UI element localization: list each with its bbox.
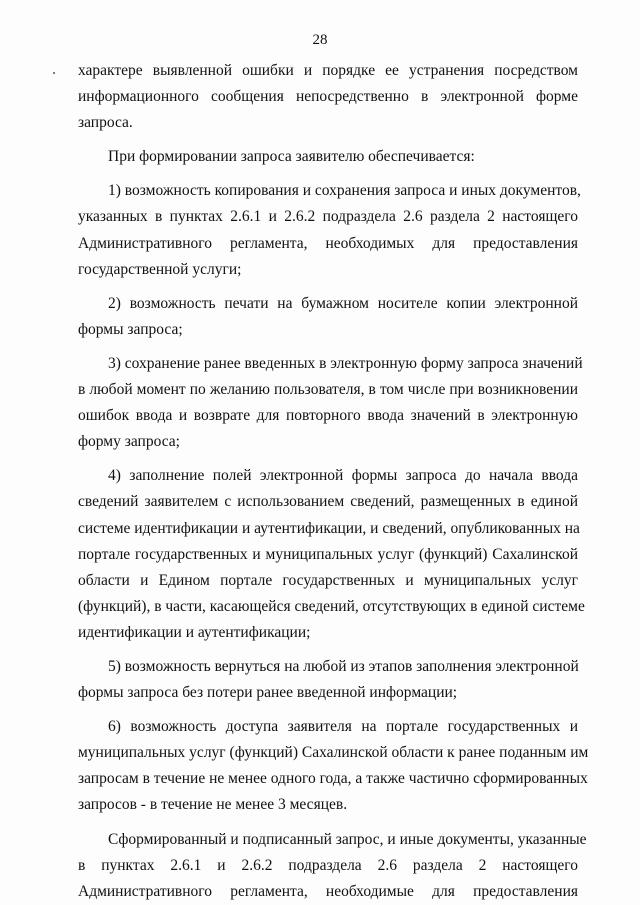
list-item <box>78 178 581 282</box>
paragraph <box>78 144 578 170</box>
body-text <box>78 58 589 905</box>
text-line: в любой момент по желанию пользователя, в том числе при возникновении <box>78 381 578 399</box>
text-line: запросам в течение не менее одного года, а также частично сформированных <box>78 770 588 788</box>
text-line: Сформированный и подписанный запрос, и иные документы, указанные <box>108 830 587 848</box>
page-number: 28 <box>312 32 328 48</box>
paragraph <box>78 827 587 905</box>
text-line: 4) заполнение полей электронной формы запроса до начала ввода <box>108 467 578 485</box>
text-line: муниципальных услуг (функций) Сахалинской области к ранее поданным им <box>78 744 589 762</box>
list-item <box>78 463 585 646</box>
text-line: информационного сообщения непосредственно в электронной форме <box>78 88 578 106</box>
text-line: При формировании запроса заявителю обеспечивается: <box>108 148 475 166</box>
text-line: характере выявленной ошибки и порядке ее устранения посредством <box>78 62 578 79</box>
list-item <box>78 654 578 706</box>
text-line: государственной услуги; <box>78 260 242 278</box>
text-line: Административного регламента, необходимых для предоставления <box>78 234 578 252</box>
text-line: формы запроса без потери ранее введенной информации; <box>78 684 458 702</box>
text-line: области и Едином портале государственных и муниципальных услуг <box>78 571 578 589</box>
text-line: системе идентификации и аутентификации, и сведений, опубликованных на <box>78 519 580 537</box>
text-line: в пунктах 2.6.1 и 2.6.2 подраздела 2.6 раздела 2 настоящего <box>78 856 578 874</box>
text-line: указанных в пунктах 2.6.1 и 2.6.2 подраздела 2.6 раздела 2 настоящего <box>78 208 578 226</box>
text-line: 3) сохранение ранее введенных в электронную форму запроса значений <box>108 354 583 372</box>
list-item <box>78 351 583 455</box>
text-line: формы запроса; <box>78 320 183 338</box>
text-line: (функций), в части, касающейся сведений, отсутствующих в единой системе <box>78 597 585 615</box>
list-item <box>78 714 589 818</box>
paragraph <box>78 58 578 136</box>
text-line: 5) возможность вернуться на любой из этапов заполнения электронной <box>108 657 579 675</box>
text-line: запроса. <box>78 114 133 132</box>
text-line: запросов - в течение не менее 3 месяцев. <box>78 796 348 814</box>
text-line: Административного регламента, необходимые для предоставления <box>78 882 578 900</box>
text-line: ошибок ввода и возврате для повторного ввода значений в электронную <box>78 407 578 425</box>
text-line: портале государственных и муниципальных услуг (функций) Сахалинской <box>78 545 578 563</box>
text-line: 6) возможность доступа заявителя на портале государственных и <box>108 718 578 736</box>
text-line: 1) возможность копирования и сохранения запроса и иных документов, <box>108 182 581 200</box>
text-line: сведений заявителем с использованием сведений, размещенных в единой <box>78 493 578 511</box>
text-line: идентификации и аутентификации; <box>78 623 311 641</box>
list-item <box>78 291 578 343</box>
scan-speck <box>53 72 55 74</box>
text-line: 2) возможность печати на бумажном носителе копии электронной <box>108 294 578 312</box>
text-line: форму запроса; <box>78 433 180 451</box>
